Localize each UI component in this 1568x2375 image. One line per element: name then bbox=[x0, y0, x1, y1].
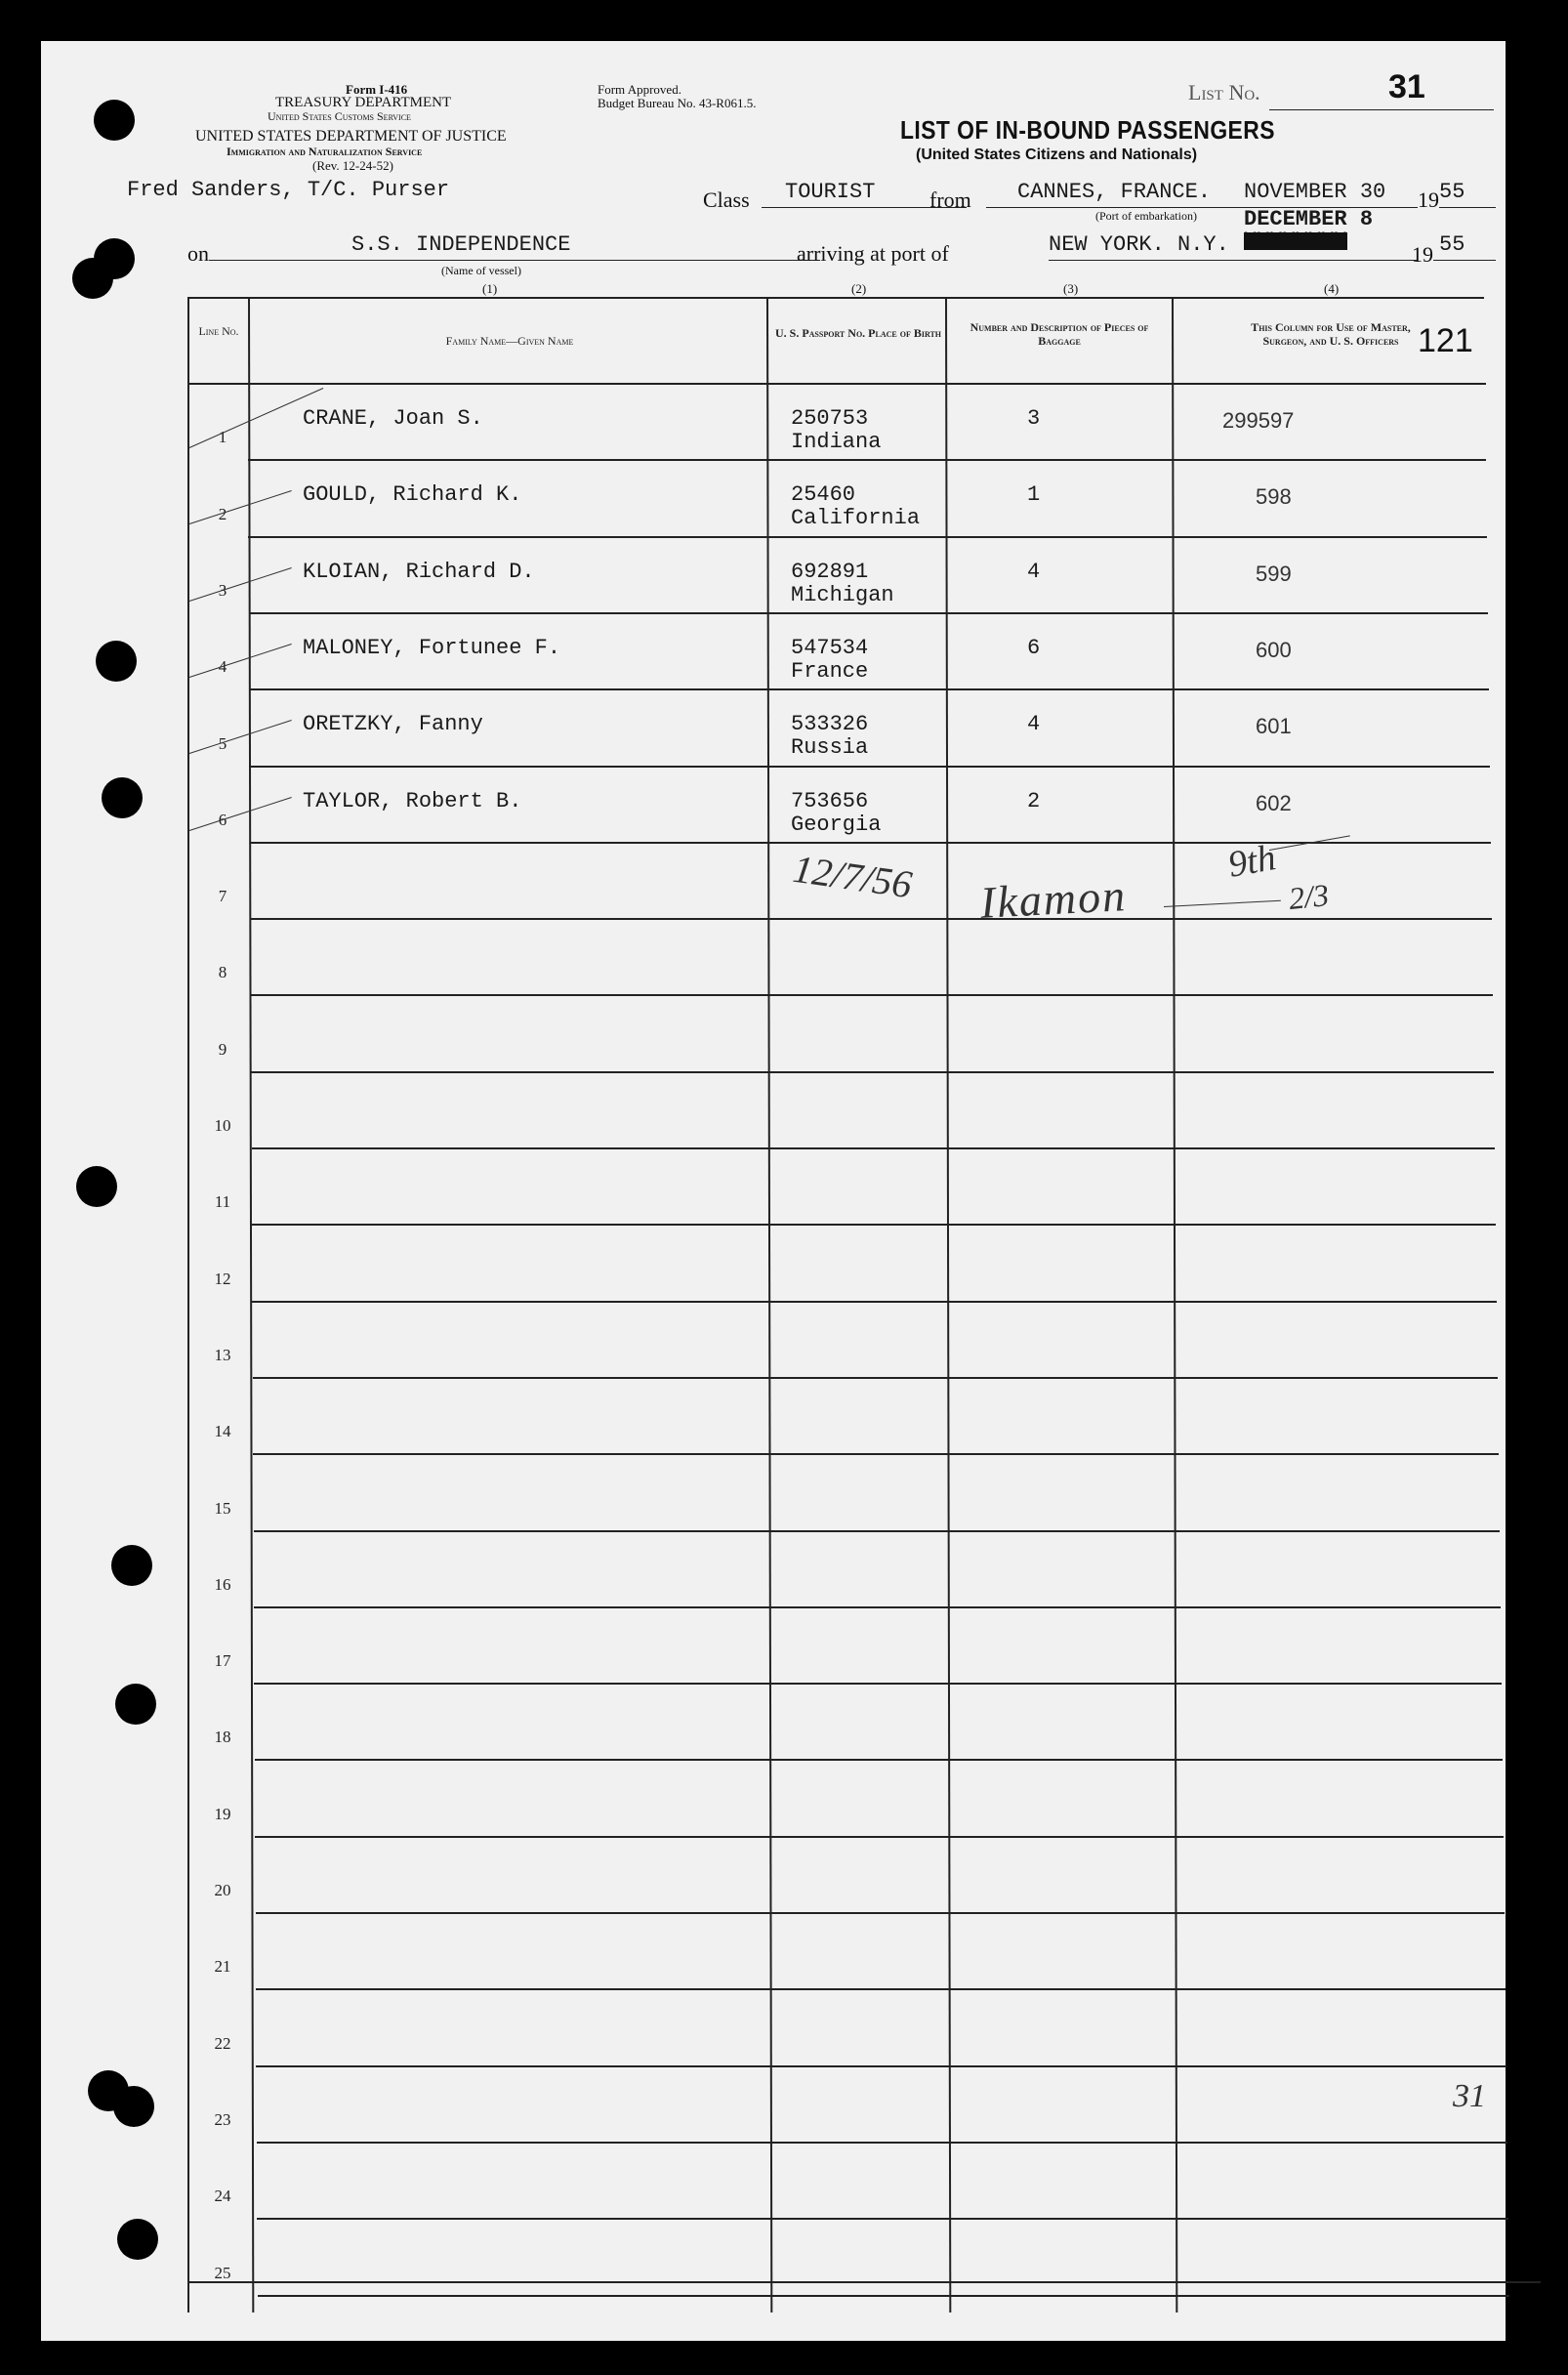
officer-number: 602 bbox=[1256, 790, 1292, 815]
row-rule bbox=[255, 1759, 1503, 1761]
handwritten-corner-note: 31 bbox=[1453, 2078, 1486, 2114]
arriving-label: arriving at port of bbox=[797, 241, 949, 266]
handwritten-signature: Ikamon bbox=[978, 870, 1129, 928]
form-approved: Form Approved. bbox=[598, 82, 681, 97]
signature-tail bbox=[1164, 900, 1281, 907]
officer-number: 599 bbox=[1256, 561, 1292, 586]
embarkation-caption: (Port of embarkation) bbox=[1095, 209, 1197, 223]
col-number-3: (3) bbox=[1063, 281, 1079, 296]
header-line-no: Line No. bbox=[198, 324, 239, 338]
year-underline-2 bbox=[1433, 260, 1496, 261]
header-passport: U. S. Passport No. Place of Birth bbox=[774, 326, 941, 340]
col-number-4: (4) bbox=[1324, 281, 1340, 296]
line-number: 22 bbox=[214, 2033, 231, 2053]
purser-name: Fred Sanders, T/C. Purser bbox=[127, 178, 450, 202]
birthplace: Russia bbox=[791, 735, 869, 761]
officer-number: 600 bbox=[1256, 637, 1292, 662]
on-label: on bbox=[187, 241, 209, 266]
col-number-1: (1) bbox=[482, 281, 498, 296]
row-rule bbox=[252, 1147, 1495, 1149]
table-left-border bbox=[187, 297, 189, 2312]
line-number: 21 bbox=[214, 1957, 231, 1977]
row-rule bbox=[255, 1836, 1504, 1838]
line-number: 20 bbox=[214, 1881, 231, 1899]
col-divider-passport bbox=[766, 297, 772, 2312]
passport-number: 692891 bbox=[791, 559, 869, 584]
line-number: 6 bbox=[218, 810, 227, 829]
col-divider-officers bbox=[1172, 297, 1177, 2312]
row-rule bbox=[253, 1377, 1498, 1379]
row-rule bbox=[253, 1453, 1499, 1455]
port-underline bbox=[1049, 260, 1418, 261]
birthplace: Indiana bbox=[791, 430, 882, 454]
row-rule bbox=[250, 766, 1490, 768]
passport-number: 533326 bbox=[791, 712, 869, 737]
line-number: 3 bbox=[218, 580, 227, 600]
budget-bureau: Budget Bureau No. 43-R061.5. bbox=[598, 96, 757, 110]
line-number: 15 bbox=[214, 1498, 231, 1518]
line-number: 1 bbox=[218, 428, 227, 447]
officer-number: 598 bbox=[1256, 484, 1292, 510]
row-rule bbox=[251, 994, 1493, 996]
line-number: 8 bbox=[218, 963, 227, 982]
row-rule bbox=[257, 2218, 1508, 2220]
row-rule bbox=[256, 2065, 1506, 2067]
line-number: 18 bbox=[214, 1728, 231, 1747]
arrival-port: NEW YORK. N.Y. bbox=[1049, 232, 1229, 257]
row-rule bbox=[254, 1530, 1500, 1532]
row-rule bbox=[258, 2295, 1509, 2297]
baggage-count: 2 bbox=[1027, 788, 1041, 813]
birthplace: France bbox=[791, 658, 869, 684]
row-rule bbox=[254, 1606, 1501, 1608]
year-prefix-1: 19 bbox=[1418, 188, 1439, 212]
list-number-underline bbox=[1269, 109, 1494, 110]
line-number: 7 bbox=[218, 887, 227, 906]
passport-number: 250753 bbox=[791, 406, 869, 431]
birthplace: Michigan bbox=[791, 582, 894, 607]
class-label: Class bbox=[703, 188, 750, 212]
passport-number: 547534 bbox=[791, 635, 869, 660]
line-number: 23 bbox=[214, 2109, 231, 2129]
handwritten-date: 12/7/56 bbox=[790, 846, 915, 907]
baggage-count: 4 bbox=[1027, 712, 1041, 737]
year-2: 55 bbox=[1439, 232, 1465, 257]
list-subtitle: (United States Citizens and Nationals) bbox=[916, 146, 1198, 163]
officer-number: 601 bbox=[1256, 714, 1292, 739]
vessel-underline bbox=[209, 260, 820, 261]
passenger-name: GOULD, Richard K. bbox=[303, 482, 522, 508]
birthplace: Georgia bbox=[791, 812, 882, 837]
punch-hole bbox=[102, 777, 143, 818]
form-revision: (Rev. 12-24-52) bbox=[312, 158, 393, 173]
birthplace: California bbox=[791, 506, 921, 531]
row-rule bbox=[248, 459, 1486, 461]
row-rule bbox=[257, 2142, 1507, 2144]
punch-hole bbox=[96, 641, 137, 682]
line-number: 19 bbox=[214, 1804, 231, 1823]
justice-department: UNITED STATES DEPARTMENT OF JUSTICE bbox=[195, 128, 507, 145]
row-rule bbox=[256, 1988, 1506, 1990]
list-number-label: List No. bbox=[1188, 80, 1260, 104]
table-bottom-rule bbox=[187, 2281, 1541, 2283]
vessel-name: S.S. INDEPENDENCE bbox=[351, 232, 571, 257]
row-rule bbox=[249, 688, 1489, 690]
vessel-caption: (Name of vessel) bbox=[441, 264, 521, 277]
passenger-name: MALONEY, Fortunee F. bbox=[303, 635, 561, 660]
officer-number: 299597 bbox=[1222, 408, 1295, 433]
row-rule bbox=[251, 1071, 1494, 1073]
row-rule bbox=[248, 536, 1487, 538]
struck-text: XXXXXXXX bbox=[1244, 229, 1347, 253]
punch-hole bbox=[115, 1684, 156, 1725]
arrival-date: DECEMBER 8 bbox=[1244, 207, 1374, 231]
passport-number: 753656 bbox=[791, 788, 869, 813]
passenger-name: ORETZKY, Fanny bbox=[303, 712, 483, 737]
list-title: LIST OF IN-BOUND PASSENGERS bbox=[900, 115, 1275, 145]
punch-hole bbox=[94, 100, 135, 141]
baggage-count: 1 bbox=[1027, 482, 1041, 508]
embarkation-date: NOVEMBER 30 bbox=[1244, 180, 1386, 204]
punch-hole bbox=[94, 238, 135, 279]
baggage-count: 6 bbox=[1027, 635, 1041, 660]
punch-hole bbox=[113, 2086, 154, 2127]
passenger-name: CRANE, Joan S. bbox=[303, 406, 483, 431]
passenger-name: TAYLOR, Robert B. bbox=[303, 788, 522, 813]
col-divider-baggage bbox=[945, 297, 951, 2312]
line-number: 16 bbox=[214, 1574, 231, 1594]
line-number: 2 bbox=[218, 504, 227, 523]
line-number: 12 bbox=[214, 1269, 231, 1288]
customs-service: United States Customs Service bbox=[268, 109, 411, 123]
line-number: 5 bbox=[218, 733, 227, 753]
row-rule bbox=[256, 1912, 1505, 1914]
line-number: 13 bbox=[214, 1345, 231, 1364]
list-number-value: 31 bbox=[1388, 68, 1425, 105]
baggage-count: 3 bbox=[1027, 406, 1041, 431]
handwritten-mark: 9th bbox=[1224, 837, 1279, 886]
row-rule bbox=[252, 1224, 1496, 1226]
form-number: Form I-416 bbox=[346, 82, 408, 97]
baggage-count: 4 bbox=[1027, 559, 1041, 584]
page-number: 121 bbox=[1418, 322, 1473, 359]
row-rule bbox=[252, 1301, 1497, 1303]
row-rule bbox=[254, 1683, 1502, 1685]
col-number-2: (2) bbox=[851, 281, 867, 296]
passport-number: 25460 bbox=[791, 482, 856, 508]
year-underline-1 bbox=[1439, 207, 1496, 208]
header-officers: This Column for Use of Master, Surgeon, and U. S. Officers bbox=[1251, 320, 1411, 348]
punch-hole bbox=[76, 1166, 117, 1207]
line-number: 17 bbox=[214, 1651, 231, 1671]
row-rule bbox=[249, 612, 1488, 614]
punch-hole bbox=[111, 1545, 152, 1586]
treasury-department: TREASURY DEPARTMENT bbox=[275, 95, 452, 110]
class-value: TOURIST bbox=[785, 180, 876, 204]
line-number: 25 bbox=[214, 2263, 231, 2282]
row-rule bbox=[250, 918, 1492, 920]
header-baggage: Number and Description of Pieces of Baggage bbox=[970, 320, 1149, 348]
immigration-service: Immigration and Naturalization Service bbox=[227, 145, 423, 158]
col-divider-name bbox=[248, 297, 254, 2312]
year-prefix-2: 19 bbox=[1412, 242, 1433, 267]
table-top-rule bbox=[187, 297, 1484, 299]
year-1: 55 bbox=[1439, 180, 1465, 204]
punch-hole bbox=[117, 2219, 158, 2260]
line-number: 11 bbox=[214, 1192, 231, 1212]
struck-arrival-date bbox=[1244, 229, 1347, 253]
handwritten-fraction: 2/3 bbox=[1287, 876, 1331, 917]
table-header-rule bbox=[187, 383, 1486, 385]
line-number: 14 bbox=[214, 1422, 231, 1441]
line-number: 4 bbox=[218, 657, 227, 677]
from-label: from bbox=[929, 188, 971, 212]
line-number: 24 bbox=[214, 2187, 231, 2206]
line-number: 9 bbox=[218, 1039, 227, 1059]
header-name: Family Name—Given Name bbox=[445, 334, 574, 348]
embarkation-port: CANNES, FRANCE. bbox=[1017, 180, 1212, 204]
passenger-name: KLOIAN, Richard D. bbox=[303, 559, 535, 584]
form-sheet bbox=[41, 41, 1506, 2341]
line-number: 10 bbox=[214, 1116, 231, 1135]
